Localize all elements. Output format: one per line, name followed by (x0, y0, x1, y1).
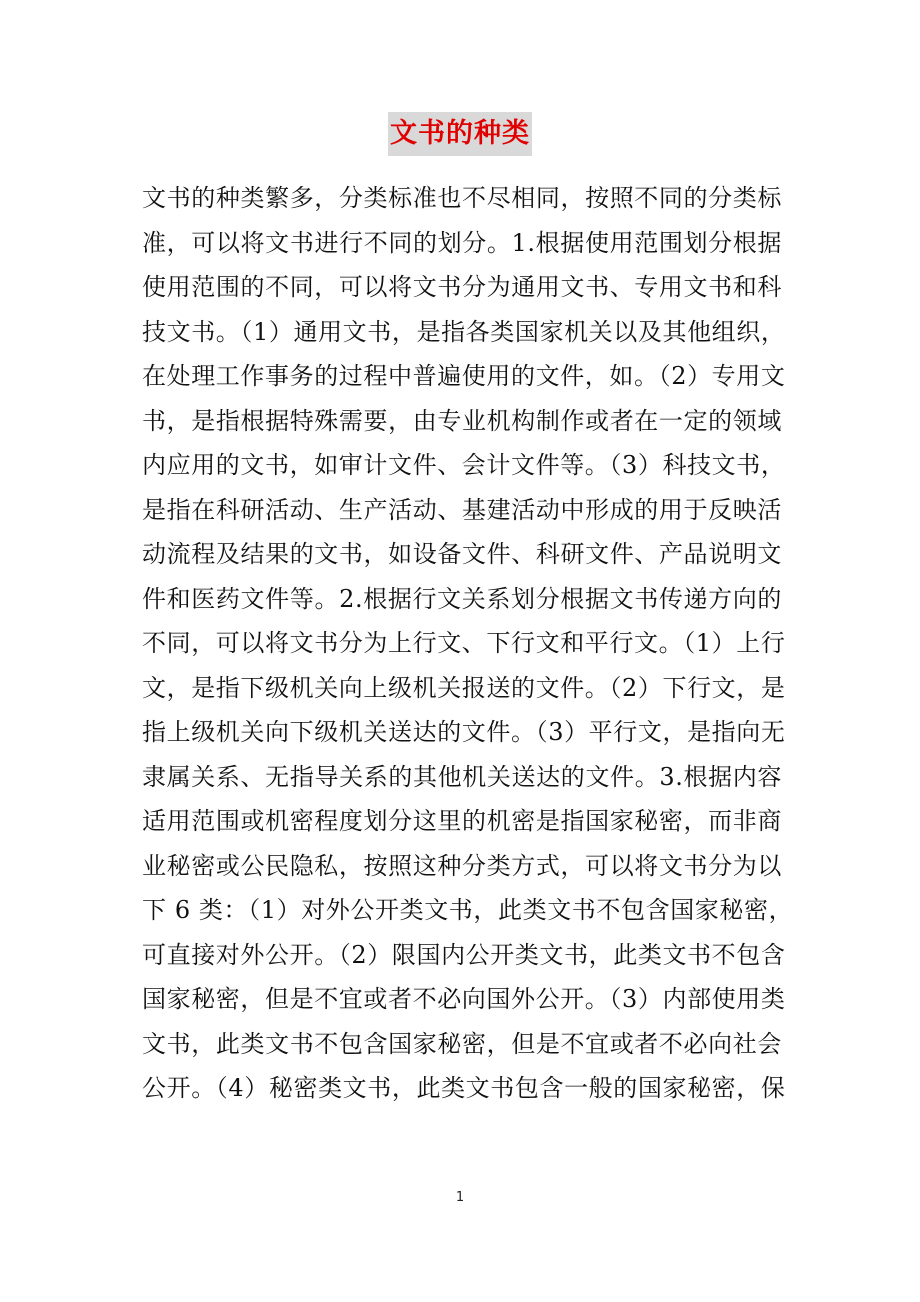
body-line: 书，是指根据特殊需要，由专业机构制作或者在一定的领域 (142, 406, 782, 435)
document-body (142, 176, 794, 1111)
body-line: 可直接对外公开。（2）限国内公开类文书，此类文书不包含 (142, 940, 786, 969)
body-line: 准，可以将文书进行不同的划分。1.根据使用范围划分根据 (142, 228, 782, 257)
body-line: 技文书。（1）通用文书，是指各类国家机关以及其他组织， (142, 317, 786, 346)
document-title: 文书的种类 (388, 112, 532, 156)
body-line: 业秘密或公民隐私，按照这种分类方式，可以将文书分为以 (142, 851, 782, 880)
body-line: 不同，可以将文书分为上行文、下行文和平行文。（1）上行 (142, 629, 786, 657)
body-line: 国家秘密，但是不宜或者不必向国外公开。（3）内部使用类 (142, 985, 786, 1013)
body-line: 在处理工作事务的过程中普遍使用的文件，如。（2）专用文 (142, 362, 786, 390)
page-number: 1 (455, 1190, 465, 1205)
body-line: 动流程及结果的文书，如设备文件、科研文件、产品说明文 (142, 540, 782, 568)
title-container (0, 112, 920, 156)
body-line: 文，是指下级机关向上级机关报送的文件。（2）下行文，是 (142, 673, 786, 702)
body-line: 指上级机关向下级机关送达的文件。（3）平行文，是指向无 (142, 718, 786, 746)
body-line: 下 6 类：（1）对外公开类文书，此类文书不包含国家秘密， (142, 896, 794, 924)
body-line: 是指在科研活动、生产活动、基建活动中形成的用于反映活 (142, 495, 782, 524)
body-line: 隶属关系、无指导关系的其他机关送达的文件。3.根据内容 (142, 762, 782, 791)
body-line: 公开。（4）秘密类文书，此类文书包含一般的国家秘密，保 (142, 1074, 786, 1102)
body-line: 使用范围的不同，可以将文书分为通用文书、专用文书和科 (142, 273, 782, 301)
body-line: 件和医药文件等。2.根据行文关系划分根据文书传递方向的 (142, 584, 782, 613)
body-line: 文书，此类文书不包含国家秘密，但是不宜或者不必向社会 (142, 1029, 782, 1058)
body-line: 文书的种类繁多，分类标准也不尽相同，按照不同的分类标 (142, 184, 782, 212)
body-line: 适用范围或机密程度划分这里的机密是指国家秘密，而非商 (142, 807, 782, 835)
body-line: 内应用的文书，如审计文件、会计文件等。（3）科技文书， (142, 451, 786, 479)
